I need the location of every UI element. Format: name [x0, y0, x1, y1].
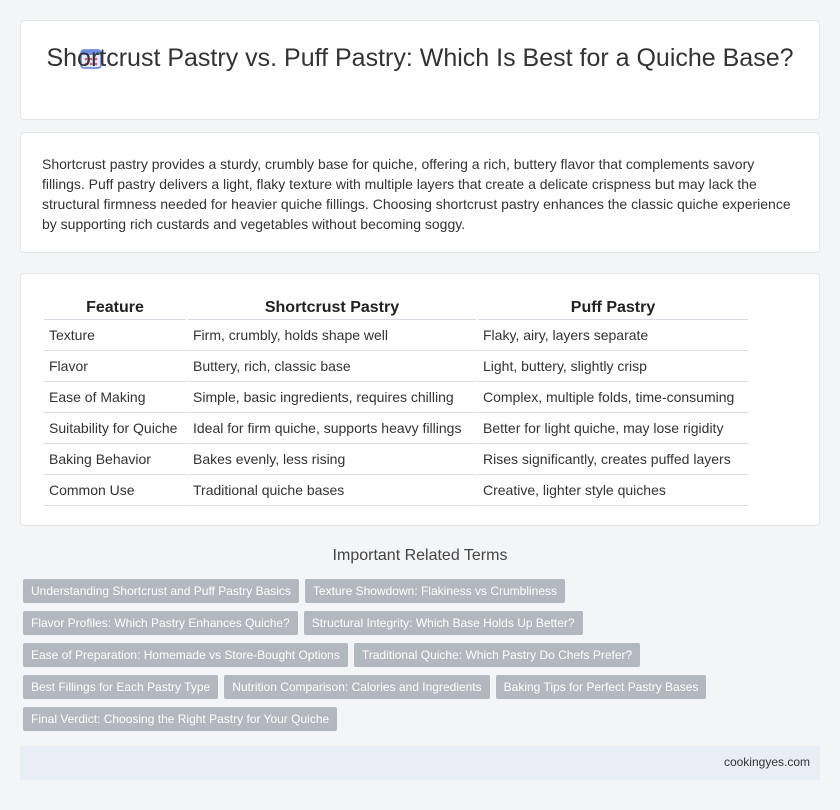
related-tag[interactable]: Understanding Shortcrust and Puff Pastry Basics — [23, 579, 299, 603]
intro-text: Shortcrust pastry provides a sturdy, crumbly base for quiche, offering a rich, buttery flavor that complements savory fillings. Puff pastry delivers a light, flaky texture with multiple layers that create a delicate crispness but may lack the structural firmness needed for heavier quiche fillings. Choosing shortcrust pastry enhances the classic quiche experience by supporting rich custards and vegetables without becoming soggy. — [42, 156, 791, 232]
table-row — [44, 382, 748, 413]
table-cell: Better for light quiche, may lose rigidity — [478, 413, 748, 444]
table-cell: Suitability for Quiche — [44, 413, 186, 444]
related-tag[interactable]: Final Verdict: Choosing the Right Pastry for Your Quiche — [23, 707, 337, 731]
tag-row — [23, 707, 813, 739]
header-puff: Puff Pastry — [478, 296, 748, 320]
related-terms-title: Important Related Terms — [332, 547, 508, 564]
related-tag[interactable]: Ease of Preparation: Homemade vs Store-Bought Options — [23, 643, 348, 667]
table-cell: Light, buttery, slightly crisp — [478, 351, 748, 382]
related-tag[interactable]: Baking Tips for Perfect Pastry Bases — [496, 675, 707, 699]
table-cell: Common Use — [44, 475, 186, 506]
comparison-table — [42, 296, 750, 506]
related-tag[interactable]: Traditional Quiche: Which Pastry Do Chefs Prefer? — [354, 643, 640, 667]
table-cell: Traditional quiche bases — [188, 475, 476, 506]
tag-row — [23, 611, 813, 643]
related-tag[interactable]: Structural Integrity: Which Base Holds Up Better? — [304, 611, 583, 635]
related-tag[interactable]: Flavor Profiles: Which Pastry Enhances Quiche? — [23, 611, 298, 635]
table-cell: Simple, basic ingredients, requires chilling — [188, 382, 476, 413]
table-header-row — [44, 296, 748, 320]
table-row — [44, 320, 748, 351]
related-terms-list — [23, 579, 813, 739]
comparison-card — [20, 273, 820, 526]
table-cell: Ideal for firm quiche, supports heavy fillings — [188, 413, 476, 444]
table-cell: Flaky, airy, layers separate — [478, 320, 748, 351]
table-cell: Buttery, rich, classic base — [188, 351, 476, 382]
related-tag[interactable]: Texture Showdown: Flakiness vs Crumbliness — [305, 579, 565, 603]
table-cell: Complex, multiple folds, time-consuming — [478, 382, 748, 413]
related-tag[interactable]: Nutrition Comparison: Calories and Ingredients — [224, 675, 489, 699]
footer-site-link[interactable]: cookingyes.com — [723, 755, 810, 769]
table-cell: Rises significantly, creates puffed layers — [478, 444, 748, 475]
tag-row — [23, 643, 813, 675]
table-cell: Creative, lighter style quiches — [478, 475, 748, 506]
table-cell: Firm, crumbly, holds shape well — [188, 320, 476, 351]
table-cell: Texture — [44, 320, 186, 351]
table-row — [44, 413, 748, 444]
footer — [20, 746, 820, 780]
table-row — [44, 475, 748, 506]
table-row — [44, 444, 748, 475]
tag-row — [23, 675, 813, 707]
intro-card — [20, 132, 820, 253]
page-title: Shortcrust Pastry vs. Puff Pastry: Which Is Best for a Quiche Base? — [46, 44, 794, 72]
table-cell: Ease of Making — [44, 382, 186, 413]
table-cell: Bakes evenly, less rising — [188, 444, 476, 475]
table-row — [44, 351, 748, 382]
related-tag[interactable]: Best Fillings for Each Pastry Type — [23, 675, 218, 699]
header-shortcrust: Shortcrust Pastry — [188, 296, 476, 320]
table-cell: Flavor — [44, 351, 186, 382]
header-feature: Feature — [44, 296, 186, 320]
tag-row — [23, 579, 813, 611]
header-card — [20, 20, 820, 120]
table-cell: Baking Behavior — [44, 444, 186, 475]
